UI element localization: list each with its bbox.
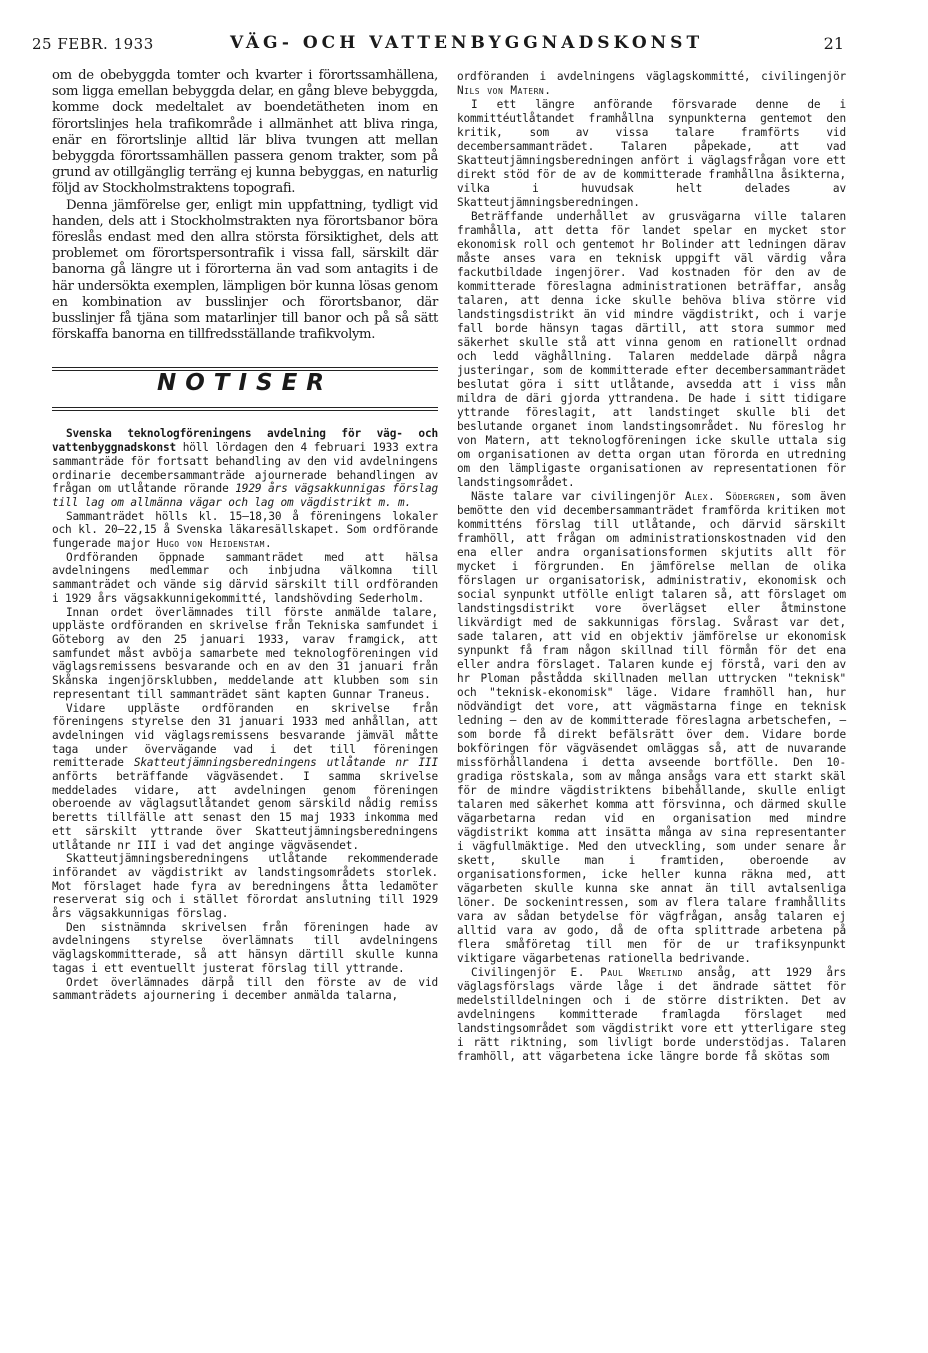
left-column [52,68,438,1003]
paragraph: Sammanträdet hölls kl. 15—18,30 å föreningens lokaler och kl. 20—22,15 å Svenska läkaresällskapet. Som ordförande fungerade major Hugo von Heidenstam. [52,509,438,551]
divider [52,410,438,411]
divider [52,407,438,408]
journal-title: VÄG- OCH VATTENBYGGNADSKONST [230,33,704,53]
italic-title: Skatteutjämningsberedningens utlåtande nr III [133,756,438,770]
person-name: Alex. Södergren [684,490,775,503]
paragraph: Civilingenjör E. Paul Wretlind ansåg, att 1929 års väglagsförslags värde låge i det ändrade sättet för medelstilldelningen och i de större distrikten. Det av avdelningens kommitterade framlagda förslaget med landstingsområdet som vägdistrikt vore ett ytterligare steg i rätt riktning, som livligt borde understödjas. Talaren framhöll, att vägarbetena icke längre borde få skötas som [457,966,846,1063]
paragraph: Innan ordet överlämnades till förste anmälde talare, uppläste ordföranden en skrivelse från Tekniska samfundet i Göteborg av den 25 januari 1933, varav framgick, att samfundet måst avböja samarbete med teknologföreningen vid väglagsremissens besvarande och en av den 31 januari från Skånska ingenjörsklubben, meddelande att klubben som sin representant till sammanträdet sänt kapten Gunnar Traneus. [52,605,438,701]
section-heading: NOTISER [156,370,334,397]
person-name: Nils von Matern [457,84,545,97]
article-continuation [52,68,438,343]
paragraph: Ordet överlämnades därpå till den förste av de vid sammanträdets ajournering i december anmälda talarna, [52,975,438,1003]
paragraph: Denna jämförelse ger, enligt min uppfattning, tydligt vid handen, dels att i Stockholmstrakten nya förortsbanor böra föreslås endast med den allra största försiktighet, dels att problemet om förortspersontrafik i vissa fall, särskilt där banorna gå längre ut i förorterna än vad som antagits i de här undersökta exemplen, lämpligen bör kunna lösas genom en kombination av busslinjer och förortsbanor, där busslinjer få tjäna som matarlinjer till banor och på så sätt förskaffa banorna en tillfredsställande trafikvolym. [52,197,438,343]
issue-date: 25 FEBR. 1933 [32,35,154,53]
paragraph: Den sistnämnda skrivelsen från föreningen hade av avdelningens styrelse överlämnats till avdelningens väglagskommitterade, så att hänsyn därtill skulle kunna tagas i ett eventuellt justerat förslag till yttrande. [52,920,438,975]
divider [52,367,438,368]
paragraph: Vidare uppläste ordföranden en skrivelse från föreningens styrelse den 31 januari 1933 med anhållan, att avdelningen vid väglagsremissens besvarande jämväl måtte taga under övervägande vad i det till föreningen remitterade Skatteutjämningsberedningens utlåtande nr III anförts beträffande vägväsendet. I samma skrivelse meddelades vidare, att avdelningen genom föreningen oberoende av väglagsutlåtandet genom särskild nådig remiss beretts tillfälle att senast den 15 maj 1933 inkomma med ett särskilt yttrande över Skatteutjämningsberedningens utlåtande nr III i vad det anginge vägväsendet. [52,701,438,852]
italic-title: 1929 års vägsakkunnigas förslag till lag om allmänna vägar och lag om vägdistrikt m. m. [52,482,438,509]
running-header [32,33,844,55]
paragraph: om de obebyggda tomter och kvarter i förortssamhällena, som ligga emellan bebyggda delar, en gång bleve bebyggda, komme dock medeltalet av boendetätheten inom en förortslinjes hela trafikområde i allmänhet att bliva ringa, enär en förortslinje alltid lär bliva tvungen att mellan bebyggda förortssamhällen passera genom trakter, som på grund av otillgänglig terräng ej kunna bebyggas, en naturlig följd av Stockholmstraktens topografi. [52,68,438,197]
section-heading-box [52,367,438,415]
paragraph: Ordföranden öppnade sammanträdet med att hälsa avdelningens medlemmar och inbjudna välkomna till sammanträdet och vände sig därvid särskilt till ordföranden i 1929 års vägsakkunnigekommitté, landshövding Sederholm. [52,550,438,605]
person-name: E. Paul Wretlind [570,966,683,979]
notes-section [52,427,438,1003]
paragraph: Skatteutjämningsberedningens utlåtande rekommenderade införandet av vägdistrikt av landstingsområdets storlek. Mot förslaget hade fyra av beredningens åtta ledamöter reserverat sig och i stället förordat anslutning till 1929 års vägsakkunnigas förslag. [52,852,438,921]
lead-in: Svenska teknologföreningens avdelning för väg- och vattenbyggnadskonst [52,427,438,455]
person-name: Hugo von Heidenstam [156,537,265,551]
page-number: 21 [823,34,844,53]
paragraph: Näste talare var civilingenjör Alex. Södergren, som även bemötte den vid decembersammanträdet framförda kritiken mot kommitténs förslag till utlåtande, och därvid särskilt framhöll, att frågan om administrationskostnaden vid den ena eller andra organisationsformen skjutits allt för mycket i förgrunden. En jämförelse mellan de olika förslagen ur organisatorisk, administrativ, ekonomisk och social synpunkt utfölle enligt talaren så, att förslaget om landstingsdistrikt vore överlägset eller åtminstone likvärdigt med de sakkunnigas förslag. Svårast var det, sade talaren, att vid en objektiv jämförelse ur ekonomisk synpunkt få fram någon skillnad till förmån för det ena eller andra förslaget. Talaren kunde ej förstå, vari den av hr Ploman påstådda skillnaden mellan uttrycken "teknisk" och "teknisk-ekonomisk" läge. Vidare framhöll han, hur nödvändigt det vore, att vägmästarna finge en teknisk ledning — den av de kommitterade föreslagna arbetschefen, — som borde få direkt befälsrätt över dem. Vidare borde bokföringen för vägväsendet omläggas så, att de nuvarande missförhållandena i detta avseende bortfölle. Den 10-gradiga röstskala, som av många ansågs vara ett starkt skäl för de mindre vägdistriktens bibehållande, skulle enligt talaren med säkerhet komma att försvinna, och därmed skulle vägarbetarna redan vid en organisation med mindre vägdistrikt komma att insätta många av sina representanter i vägfullmäktige. Med den utveckling, som under senare år skett, skulle man i framtiden, oberoende av organisationsformen, icke heller kunna räkna med, att vägarbeten skulle kunna ske annat än till avtalsenliga löner. De sockenintressen, som av flera talare framhållits vara av sådan betydelse för vägfrågan, ansåg talaren ej alltid vara av godo, då de ofta splittrade arbetena på flera småföretag till men för de ur trafiksynpunkt viktigare vägarbetenas rationella bedrivande. [457,490,846,965]
paragraph: I ett längre anförande försvarade denne de i kommittéutlåtandet framhållna synpunkterna gentemot den kritik, som av vissa talare framförts vid decembersammanträdet. Talaren påpekade, att vad Skatteutjämningsberedningen anfört i väglagsfrågan vore ett direkt stöd för de av de kommitterade framhållna åsikterna, vilka i huvudsak helt delades av Skatteutjämningsberedningen. [457,98,846,209]
right-column [457,70,846,1064]
paragraph: ordföranden i avdelningens väglagskommitté, civilingenjör Nils von Matern. [457,70,846,97]
paragraph: Svenska teknologföreningens avdelning för väg- och vattenbyggnadskonst höll lördagen den 4 februari 1933 extra sammanträde för fortsatt behandling av den vid avdelningens ordinarie decembersammanträde ajournerade behandlingen av frågan om utlåtande rörande 1929 års vägsakkunnigas förslag till lag om allmänna vägar och lag om vägdistrikt m. m. [52,427,438,509]
paragraph: Beträffande underhållet av grusvägarna ville talaren framhålla, att detta för landet spelar en mycket stor ekonomisk roll och gentemot hr Bolinder att ledningen därav måste anses vara en teknisk uppgift väl värdig våra fackutbildade ingenjörer. Vad kostnaden för den av de kommitterade föreslagna administrationen beträffar, ansåg talaren, att denna icke skulle behöva bliva större vid landstingsdistrikt än vid mindre vägdistrikt, och i varje fall borde hänsyn tagas därtill, att stora summor med säkerhet skulle stå att vinna genom en rationellt ordnad och ledd väghållning. Talaren meddelade därpå några justeringar, som de kommitterade efter decembersammanträdet beslutat göra i sitt utlåtande, avsedda att i viss mån mildra de däri gjorda yttrandena. De hade i sitt tidigare yttrande föreslagit, att landstinget skulle bli det beslutande organet inom landstingsområdet. Nu föreslog hr von Matern, att teknologföreningen icke skulle uttala sig om organisationen av detta organ utan förorda en utredning om den lämpligaste organisationen av representationen för landstingsområdet. [457,210,846,489]
